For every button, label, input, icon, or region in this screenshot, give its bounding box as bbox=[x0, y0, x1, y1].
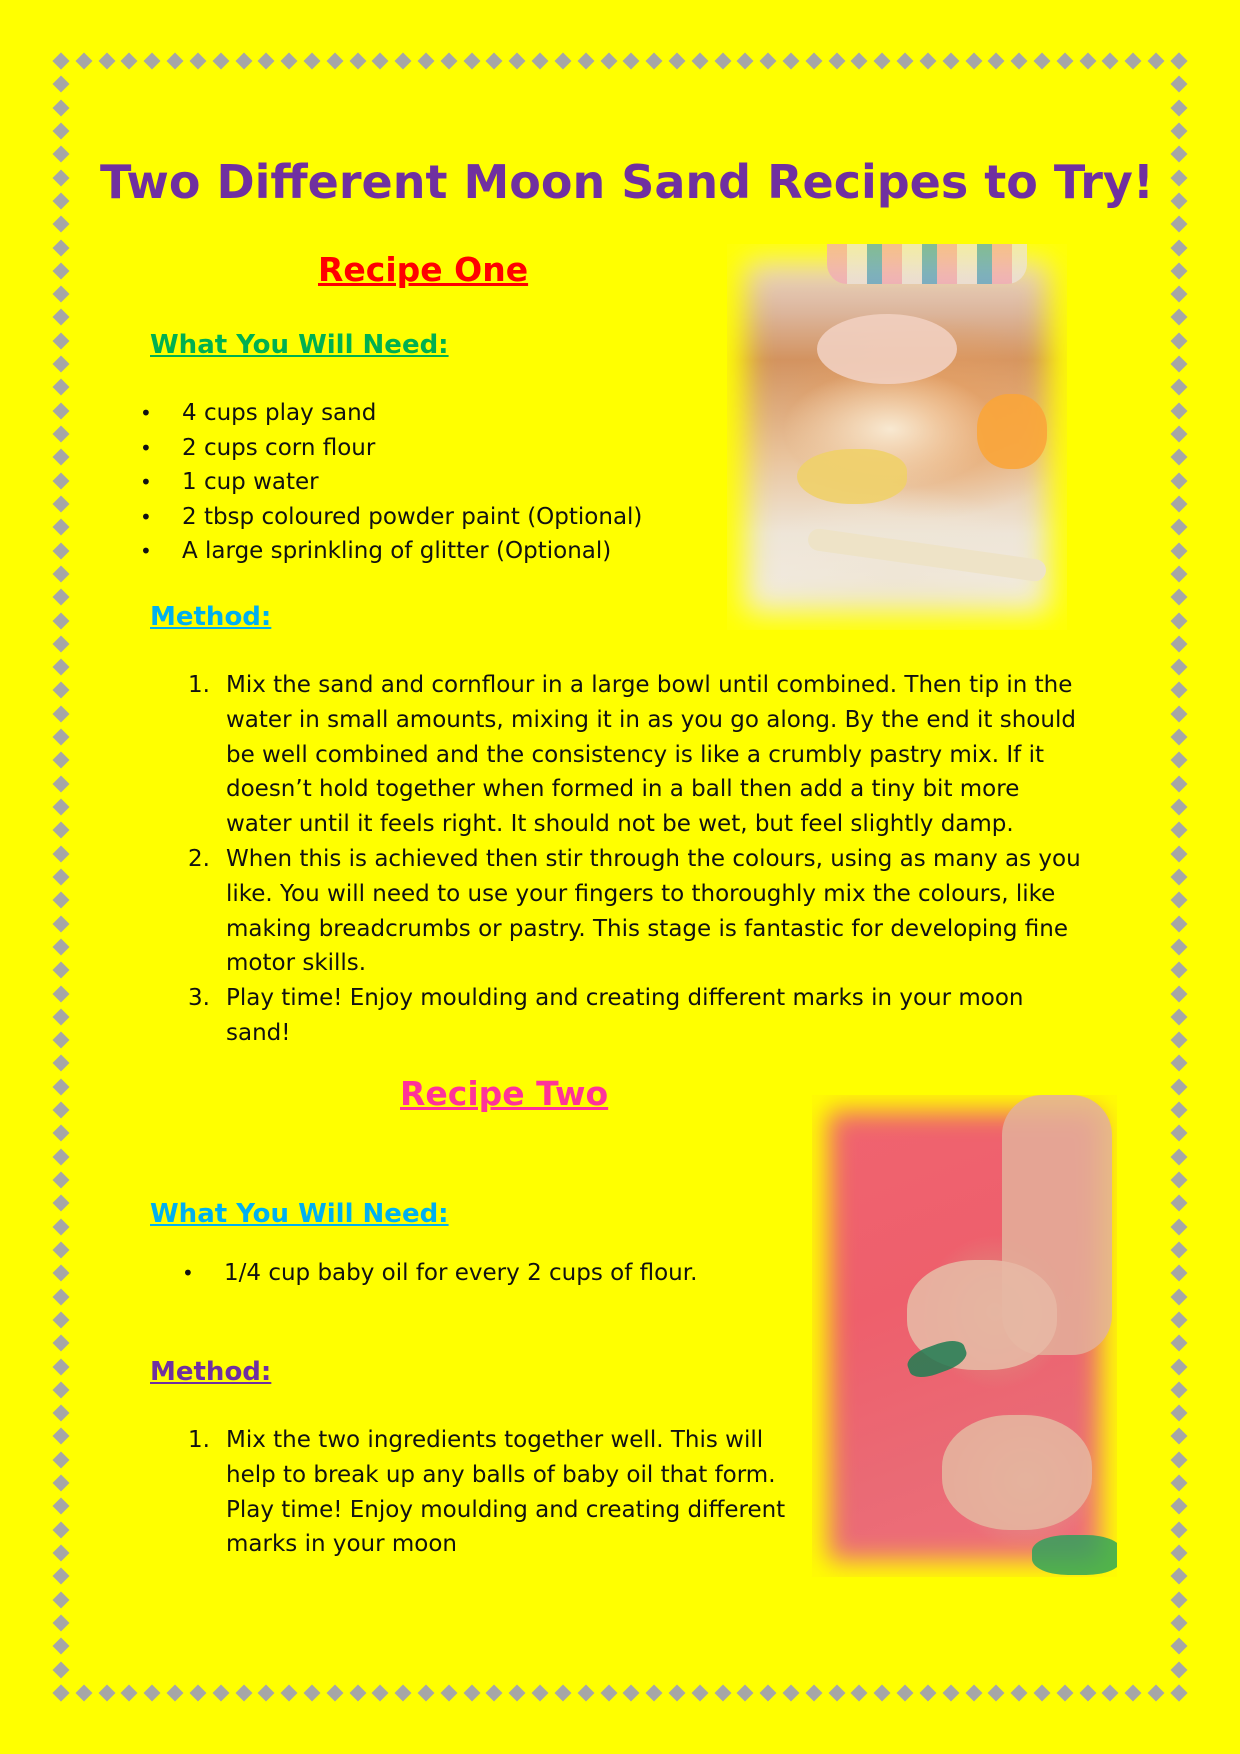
border-diamond bbox=[1148, 1685, 1165, 1702]
border-diamond bbox=[1171, 985, 1188, 1002]
border-diamond bbox=[53, 1008, 70, 1025]
step-item bbox=[188, 842, 1088, 981]
border-diamond bbox=[1079, 1685, 1096, 1702]
border-diamond bbox=[1056, 1685, 1073, 1702]
step-number: 1. bbox=[188, 672, 210, 698]
border-diamond bbox=[1125, 53, 1142, 70]
border-diamond bbox=[53, 495, 70, 512]
border-diamond bbox=[1171, 1684, 1188, 1701]
border-diamond bbox=[897, 53, 914, 70]
border-diamond bbox=[1171, 449, 1188, 466]
recipe-one-heading: Recipe One bbox=[318, 250, 529, 289]
border-diamond bbox=[53, 1451, 70, 1468]
border-diamond bbox=[349, 1685, 366, 1702]
border-diamond bbox=[1171, 1102, 1188, 1119]
border-diamond bbox=[53, 938, 70, 955]
border-diamond bbox=[53, 1614, 70, 1631]
border-diamond bbox=[167, 1685, 184, 1702]
border-diamond bbox=[53, 76, 70, 93]
border-diamond bbox=[851, 53, 868, 70]
border-diamond bbox=[53, 542, 70, 559]
border-diamond bbox=[509, 53, 526, 70]
border-diamond bbox=[75, 1685, 92, 1702]
border-diamond bbox=[1171, 1195, 1188, 1212]
border-diamond bbox=[1171, 938, 1188, 955]
border-diamond bbox=[1171, 192, 1188, 209]
border-diamond bbox=[144, 1685, 161, 1702]
border-diamond bbox=[53, 379, 70, 396]
border-diamond bbox=[1171, 682, 1188, 699]
border-diamond bbox=[395, 53, 412, 70]
step-item bbox=[188, 668, 1088, 842]
border-diamond bbox=[53, 1335, 70, 1352]
border-diamond bbox=[805, 1685, 822, 1702]
border-diamond bbox=[53, 868, 70, 885]
border-diamond bbox=[53, 1125, 70, 1142]
border-diamond bbox=[418, 1685, 435, 1702]
step-item bbox=[188, 1423, 793, 1562]
border-diamond bbox=[1171, 1335, 1188, 1352]
border-diamond bbox=[53, 682, 70, 699]
border-diamond bbox=[577, 53, 594, 70]
border-diamond bbox=[53, 1498, 70, 1515]
border-diamond bbox=[874, 53, 891, 70]
step-text: Mix the sand and cornflour in a large bowl until combined. Then tip in the water in small amounts, mixing it in as you go along. By the end it should be well combined and the consistency is like a crumbly pastry mix. If it doesn’t hold together when formed in a ball then add a tiny bit more water until it feels right. It should not be wet, but feel slightly damp. bbox=[226, 672, 1076, 838]
border-diamond bbox=[1171, 775, 1188, 792]
border-diamond bbox=[212, 1685, 229, 1702]
border-diamond bbox=[53, 122, 70, 139]
border-diamond bbox=[98, 1685, 115, 1702]
ingredient-item: • 1/4 cup baby oil for every 2 cups of flour. bbox=[182, 1256, 697, 1291]
border-diamond bbox=[1171, 892, 1188, 909]
border-diamond bbox=[53, 1265, 70, 1282]
border-diamond bbox=[1171, 1218, 1188, 1235]
border-diamond bbox=[1171, 962, 1188, 979]
border-diamond bbox=[942, 53, 959, 70]
border-diamond bbox=[714, 1685, 731, 1702]
recipe-two-steps bbox=[188, 1423, 793, 1562]
border-diamond bbox=[395, 1685, 412, 1702]
border-diamond bbox=[53, 1055, 70, 1072]
recipe-two-method-heading: Method: bbox=[150, 1357, 272, 1387]
step-number: 3. bbox=[188, 985, 210, 1012]
border-diamond bbox=[691, 1685, 708, 1702]
border-diamond bbox=[1171, 53, 1188, 70]
border-diamond bbox=[53, 612, 70, 629]
border-diamond bbox=[258, 1685, 275, 1702]
border-diamond bbox=[1171, 379, 1188, 396]
border-diamond bbox=[554, 53, 571, 70]
border-diamond bbox=[53, 752, 70, 769]
border-diamond bbox=[1011, 53, 1028, 70]
border-diamond bbox=[53, 635, 70, 652]
border-diamond bbox=[1171, 822, 1188, 839]
border-diamond bbox=[805, 53, 822, 70]
border-diamond bbox=[53, 729, 70, 746]
border-diamond bbox=[53, 1311, 70, 1328]
border-diamond bbox=[691, 53, 708, 70]
border-diamond bbox=[919, 53, 936, 70]
border-diamond bbox=[1011, 1685, 1028, 1702]
border-diamond bbox=[1171, 1265, 1188, 1282]
border-diamond bbox=[1171, 216, 1188, 233]
border-diamond bbox=[53, 915, 70, 932]
border-diamond bbox=[714, 53, 731, 70]
border-diamond bbox=[53, 1358, 70, 1375]
border-diamond bbox=[303, 1685, 320, 1702]
border-diamond bbox=[1171, 1591, 1188, 1608]
border-diamond bbox=[53, 1475, 70, 1492]
border-diamond bbox=[646, 1685, 663, 1702]
border-diamond bbox=[1171, 1381, 1188, 1398]
ingredient-item: • 2 cups corn flour bbox=[140, 431, 642, 466]
border-diamond bbox=[418, 53, 435, 70]
border-diamond bbox=[919, 1685, 936, 1702]
border-diamond bbox=[1171, 99, 1188, 116]
border-diamond bbox=[1171, 915, 1188, 932]
border-diamond bbox=[737, 53, 754, 70]
border-diamond bbox=[1125, 1685, 1142, 1702]
border-diamond bbox=[167, 53, 184, 70]
border-diamond bbox=[53, 565, 70, 582]
border-diamond bbox=[53, 472, 70, 489]
border-diamond bbox=[1171, 356, 1188, 373]
border-diamond bbox=[1171, 262, 1188, 279]
border-diamond bbox=[53, 1288, 70, 1305]
border-diamond bbox=[1171, 1545, 1188, 1562]
border-diamond bbox=[554, 1685, 571, 1702]
border-diamond bbox=[600, 53, 617, 70]
border-diamond bbox=[53, 192, 70, 209]
border-diamond bbox=[600, 1685, 617, 1702]
border-diamond bbox=[1171, 705, 1188, 722]
border-diamond bbox=[1171, 1008, 1188, 1025]
border-diamond bbox=[1171, 1311, 1188, 1328]
border-diamond bbox=[668, 1685, 685, 1702]
recipe-two-photo bbox=[812, 1095, 1117, 1577]
border-diamond bbox=[53, 1241, 70, 1258]
border-diamond bbox=[1171, 729, 1188, 746]
border-diamond bbox=[1033, 1685, 1050, 1702]
border-diamond bbox=[783, 1685, 800, 1702]
border-diamond bbox=[463, 53, 480, 70]
border-diamond bbox=[53, 1428, 70, 1445]
border-diamond bbox=[75, 53, 92, 70]
border-diamond bbox=[53, 892, 70, 909]
border-diamond bbox=[235, 1685, 252, 1702]
step-number: 2. bbox=[188, 845, 210, 872]
border-diamond bbox=[440, 1685, 457, 1702]
border-diamond bbox=[988, 53, 1005, 70]
border-diamond bbox=[53, 309, 70, 326]
recipe-one-ingredients bbox=[140, 396, 642, 569]
border-diamond bbox=[281, 53, 298, 70]
border-diamond bbox=[326, 1685, 343, 1702]
border-diamond bbox=[1079, 53, 1096, 70]
border-diamond bbox=[1171, 402, 1188, 419]
border-diamond bbox=[532, 53, 549, 70]
border-diamond bbox=[1171, 309, 1188, 326]
border-diamond bbox=[53, 799, 70, 816]
border-diamond bbox=[532, 1685, 549, 1702]
border-diamond bbox=[1171, 845, 1188, 862]
border-diamond bbox=[53, 262, 70, 279]
border-diamond bbox=[1171, 1055, 1188, 1072]
border-diamond bbox=[53, 519, 70, 536]
recipe-two-ingredients bbox=[182, 1256, 697, 1291]
step-text: Play time! Enjoy moulding and creating different marks in your moon sand! bbox=[226, 985, 1024, 1046]
border-diamond bbox=[372, 1685, 389, 1702]
border-diamond bbox=[1171, 1661, 1188, 1678]
border-diamond bbox=[189, 1685, 206, 1702]
border-diamond bbox=[1171, 146, 1188, 163]
border-diamond bbox=[53, 705, 70, 722]
border-diamond bbox=[463, 1685, 480, 1702]
border-diamond bbox=[1171, 1288, 1188, 1305]
border-diamond bbox=[1171, 239, 1188, 256]
border-diamond bbox=[281, 1685, 298, 1702]
border-diamond bbox=[1171, 1078, 1188, 1095]
border-diamond bbox=[1171, 519, 1188, 536]
recipe-one-steps bbox=[188, 668, 1088, 1051]
border-diamond bbox=[1171, 799, 1188, 816]
recipe-two-need-heading: What You Will Need: bbox=[150, 1199, 449, 1229]
border-diamond bbox=[53, 589, 70, 606]
border-diamond bbox=[897, 1685, 914, 1702]
border-diamond bbox=[53, 1032, 70, 1049]
border-diamond bbox=[1171, 542, 1188, 559]
border-diamond bbox=[988, 1685, 1005, 1702]
border-diamond bbox=[440, 53, 457, 70]
border-diamond bbox=[53, 1638, 70, 1655]
border-diamond bbox=[1171, 472, 1188, 489]
border-diamond bbox=[1171, 1405, 1188, 1422]
border-diamond bbox=[1171, 1125, 1188, 1142]
step-text: Mix the two ingredients together well. This will help to break up any balls of baby oil that form. Play time! Enjoy moulding and creating different marks in your moon bbox=[226, 1427, 786, 1558]
border-diamond bbox=[1171, 1521, 1188, 1538]
border-diamond bbox=[623, 1685, 640, 1702]
border-diamond bbox=[1171, 589, 1188, 606]
border-diamond bbox=[486, 1685, 503, 1702]
border-diamond bbox=[1033, 53, 1050, 70]
border-diamond bbox=[623, 53, 640, 70]
border-diamond bbox=[144, 53, 161, 70]
border-diamond bbox=[53, 822, 70, 839]
border-diamond bbox=[121, 1685, 138, 1702]
border-diamond bbox=[1171, 752, 1188, 769]
border-diamond bbox=[53, 1568, 70, 1585]
border-diamond bbox=[1171, 169, 1188, 186]
border-diamond bbox=[965, 53, 982, 70]
border-diamond bbox=[1171, 1475, 1188, 1492]
border-diamond bbox=[646, 53, 663, 70]
border-diamond bbox=[1171, 76, 1188, 93]
border-diamond bbox=[1171, 659, 1188, 676]
border-diamond bbox=[1171, 1428, 1188, 1445]
recipe-one-photo bbox=[727, 244, 1067, 630]
border-diamond bbox=[1171, 332, 1188, 349]
border-diamond bbox=[1171, 1638, 1188, 1655]
border-diamond bbox=[577, 1685, 594, 1702]
border-diamond bbox=[1102, 1685, 1119, 1702]
border-diamond bbox=[235, 53, 252, 70]
border-diamond bbox=[1056, 53, 1073, 70]
diamond-border-top bbox=[50, 50, 1190, 72]
border-diamond bbox=[1171, 1172, 1188, 1189]
border-diamond bbox=[668, 53, 685, 70]
border-diamond bbox=[509, 1685, 526, 1702]
border-diamond bbox=[189, 53, 206, 70]
border-diamond bbox=[1171, 1568, 1188, 1585]
border-diamond bbox=[53, 1381, 70, 1398]
border-diamond bbox=[303, 53, 320, 70]
border-diamond bbox=[212, 53, 229, 70]
border-diamond bbox=[53, 146, 70, 163]
border-diamond bbox=[53, 1102, 70, 1119]
border-diamond bbox=[1171, 635, 1188, 652]
border-diamond bbox=[53, 286, 70, 303]
border-diamond bbox=[760, 1685, 777, 1702]
border-diamond bbox=[1171, 1614, 1188, 1631]
diamond-border-left bbox=[50, 50, 72, 1704]
border-diamond bbox=[760, 53, 777, 70]
border-diamond bbox=[1171, 868, 1188, 885]
ingredient-item: • 4 cups play sand bbox=[140, 396, 642, 431]
border-diamond bbox=[53, 332, 70, 349]
ingredient-item: • A large sprinkling of glitter (Optional) bbox=[140, 534, 642, 569]
diamond-border-right bbox=[1168, 50, 1190, 1704]
border-diamond bbox=[828, 1685, 845, 1702]
border-diamond bbox=[737, 1685, 754, 1702]
border-diamond bbox=[53, 239, 70, 256]
border-diamond bbox=[53, 659, 70, 676]
border-diamond bbox=[53, 426, 70, 443]
border-diamond bbox=[1171, 612, 1188, 629]
border-diamond bbox=[486, 53, 503, 70]
border-diamond bbox=[1171, 495, 1188, 512]
border-diamond bbox=[1171, 1451, 1188, 1468]
border-diamond bbox=[53, 775, 70, 792]
border-diamond bbox=[53, 985, 70, 1002]
diamond-border-bottom bbox=[50, 1682, 1190, 1704]
border-diamond bbox=[258, 53, 275, 70]
border-diamond bbox=[874, 1685, 891, 1702]
border-diamond bbox=[53, 1195, 70, 1212]
border-diamond bbox=[53, 1545, 70, 1562]
border-diamond bbox=[783, 53, 800, 70]
border-diamond bbox=[1148, 53, 1165, 70]
border-diamond bbox=[53, 99, 70, 116]
recipe-one-need-heading: What You Will Need: bbox=[150, 330, 449, 360]
border-diamond bbox=[1102, 53, 1119, 70]
border-diamond bbox=[1171, 426, 1188, 443]
border-diamond bbox=[53, 1405, 70, 1422]
border-diamond bbox=[1171, 565, 1188, 582]
border-diamond bbox=[1171, 1241, 1188, 1258]
border-diamond bbox=[53, 53, 70, 70]
border-diamond bbox=[53, 1661, 70, 1678]
border-diamond bbox=[1171, 1358, 1188, 1375]
border-diamond bbox=[121, 53, 138, 70]
border-diamond bbox=[965, 1685, 982, 1702]
border-diamond bbox=[1171, 122, 1188, 139]
border-diamond bbox=[53, 1521, 70, 1538]
ingredient-item: • 1 cup water bbox=[140, 465, 642, 500]
border-diamond bbox=[53, 449, 70, 466]
border-diamond bbox=[53, 1148, 70, 1165]
border-diamond bbox=[372, 53, 389, 70]
border-diamond bbox=[53, 1078, 70, 1095]
border-diamond bbox=[1171, 1032, 1188, 1049]
step-text: When this is achieved then stir through the colours, using as many as you like. You will need to use your fingers to thoroughly mix the colours, like making breadcrumbs or pastry. This stage is fantastic for developing fine motor skills. bbox=[226, 845, 1081, 977]
border-diamond bbox=[53, 1591, 70, 1608]
border-diamond bbox=[349, 53, 366, 70]
border-diamond bbox=[828, 53, 845, 70]
recipe-one-method-heading: Method: bbox=[150, 602, 272, 632]
border-diamond bbox=[851, 1685, 868, 1702]
border-diamond bbox=[53, 216, 70, 233]
border-diamond bbox=[53, 1172, 70, 1189]
border-diamond bbox=[53, 845, 70, 862]
border-diamond bbox=[53, 402, 70, 419]
border-diamond bbox=[1171, 286, 1188, 303]
border-diamond bbox=[53, 169, 70, 186]
border-diamond bbox=[1171, 1148, 1188, 1165]
border-diamond bbox=[53, 356, 70, 373]
step-number: 1. bbox=[188, 1427, 210, 1453]
border-diamond bbox=[942, 1685, 959, 1702]
step-item bbox=[188, 981, 1088, 1051]
border-diamond bbox=[98, 53, 115, 70]
border-diamond bbox=[53, 1684, 70, 1701]
border-diamond bbox=[326, 53, 343, 70]
border-diamond bbox=[53, 1218, 70, 1235]
page-title: Two Different Moon Sand Recipes to Try! bbox=[100, 155, 1154, 209]
ingredient-item: • 2 tbsp coloured powder paint (Optional) bbox=[140, 500, 642, 535]
border-diamond bbox=[53, 962, 70, 979]
recipe-two-heading: Recipe Two bbox=[400, 1074, 609, 1113]
border-diamond bbox=[1171, 1498, 1188, 1515]
